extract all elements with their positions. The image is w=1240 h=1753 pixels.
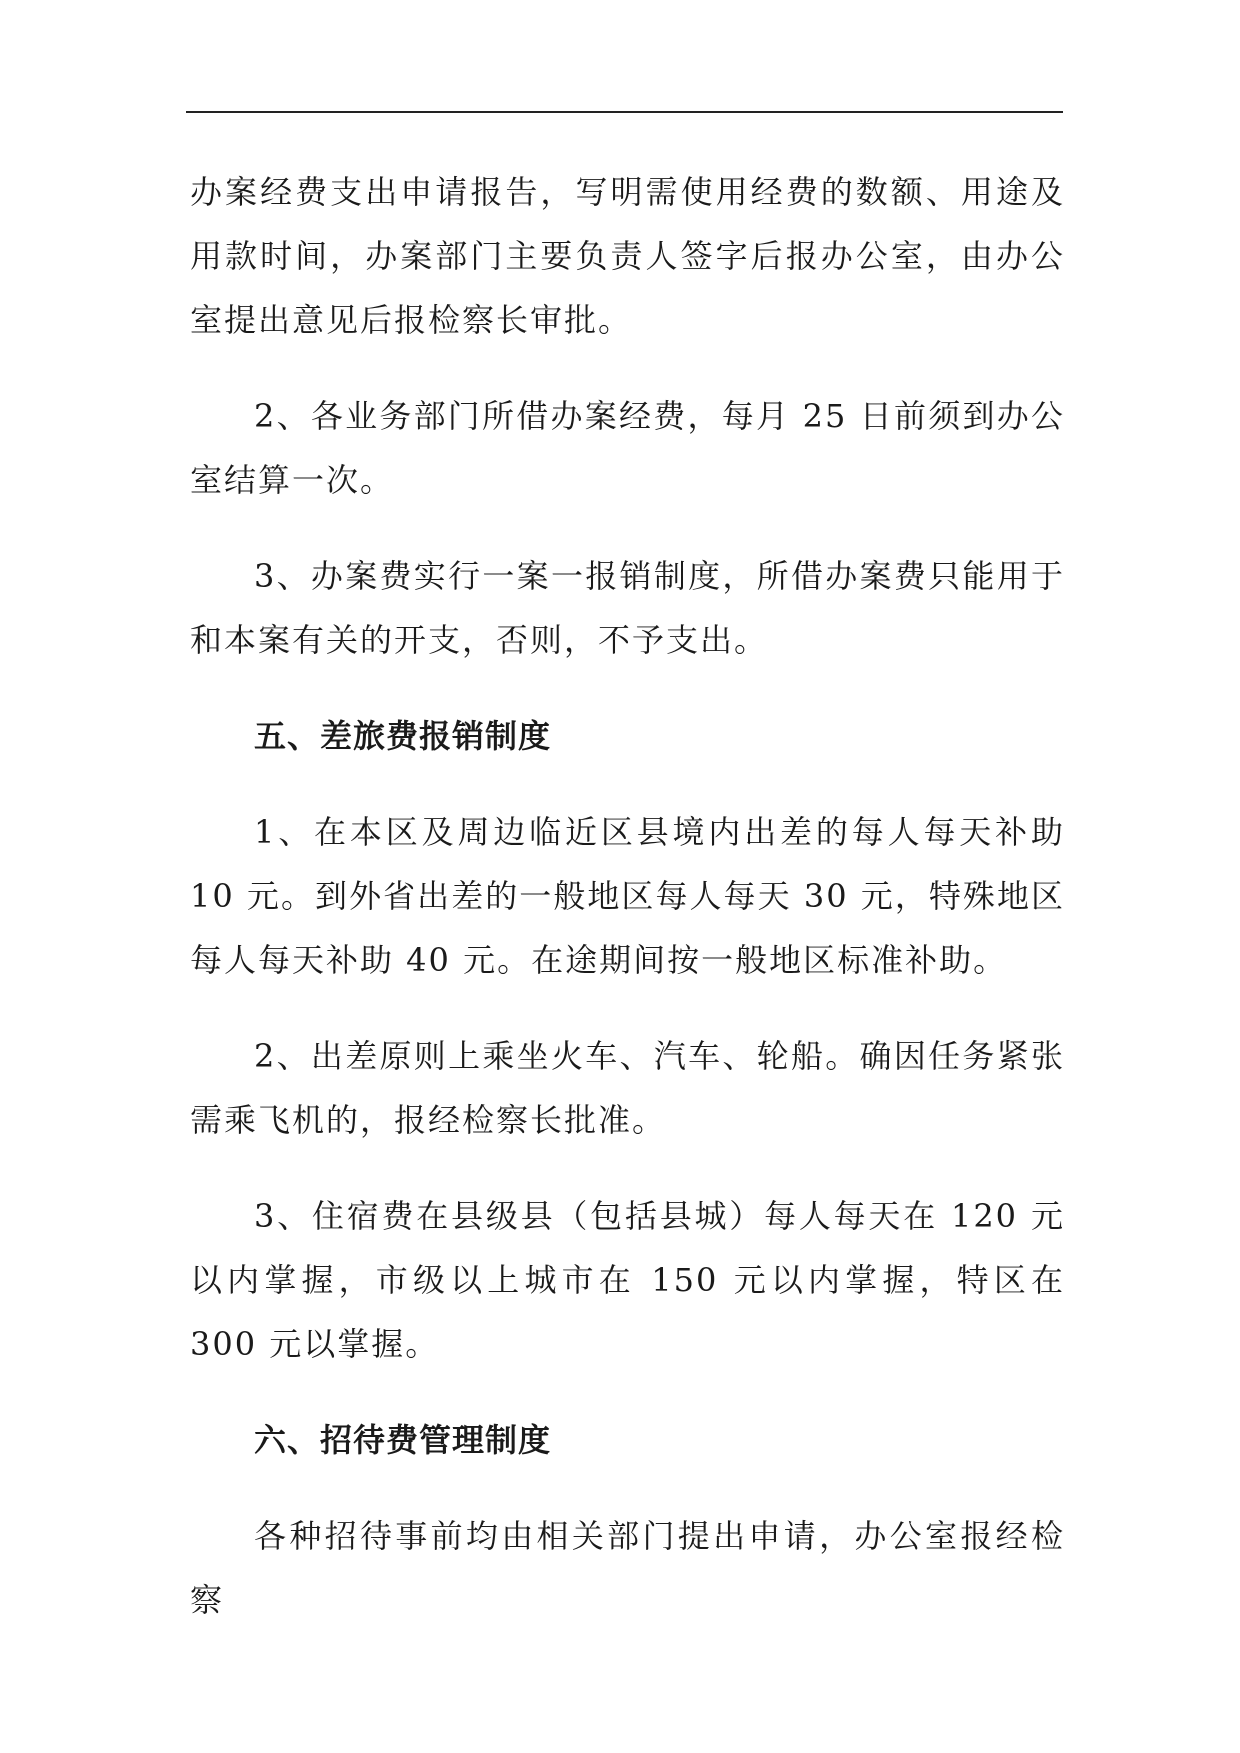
paragraph-monthly-settlement: 2、各业务部门所借办案经费，每月 25 日前须到办公室结算一次。 bbox=[190, 397, 1065, 499]
section-heading-hospitality-expenses: 六、招待费管理制度 bbox=[254, 1421, 552, 1459]
paragraph-accommodation-limits: 3、住宿费在县级县（包括县城）每人每天在 120 元以内掌握，市级以上城市在 150 元以内掌握，特区在 300 元以掌握。 bbox=[190, 1197, 1065, 1363]
paragraph-one-case-one-reimbursement: 3、办案费实行一案一报销制度，所借办案费只能用于和本案有关的开支，否则，不予支出。 bbox=[190, 557, 1065, 659]
paragraph-case-funds-application: 办案经费支出申请报告，写明需使用经费的数额、用途及用款时间，办案部门主要负责人签字后报办公室，由办公室提出意见后报检察长审批。 bbox=[190, 173, 1065, 339]
paragraph-hospitality-application: 各种招待事前均由相关部门提出申请，办公室报经检察 bbox=[190, 1517, 1065, 1619]
header-rule bbox=[186, 111, 1063, 113]
paragraph-transport-rules: 2、出差原则上乘坐火车、汽车、轮船。确因任务紧张需乘飞机的，报经检察长批准。 bbox=[190, 1037, 1065, 1139]
document-body bbox=[190, 160, 1065, 1632]
paragraph-travel-subsidy: 1、在本区及周边临近区县境内出差的每人每天补助 10 元。到外省出差的一般地区每人每天 30 元，特殊地区每人每天补助 40 元。在途期间按一般地区标准补助。 bbox=[190, 813, 1065, 979]
section-heading-travel-expenses: 五、差旅费报销制度 bbox=[254, 717, 552, 755]
